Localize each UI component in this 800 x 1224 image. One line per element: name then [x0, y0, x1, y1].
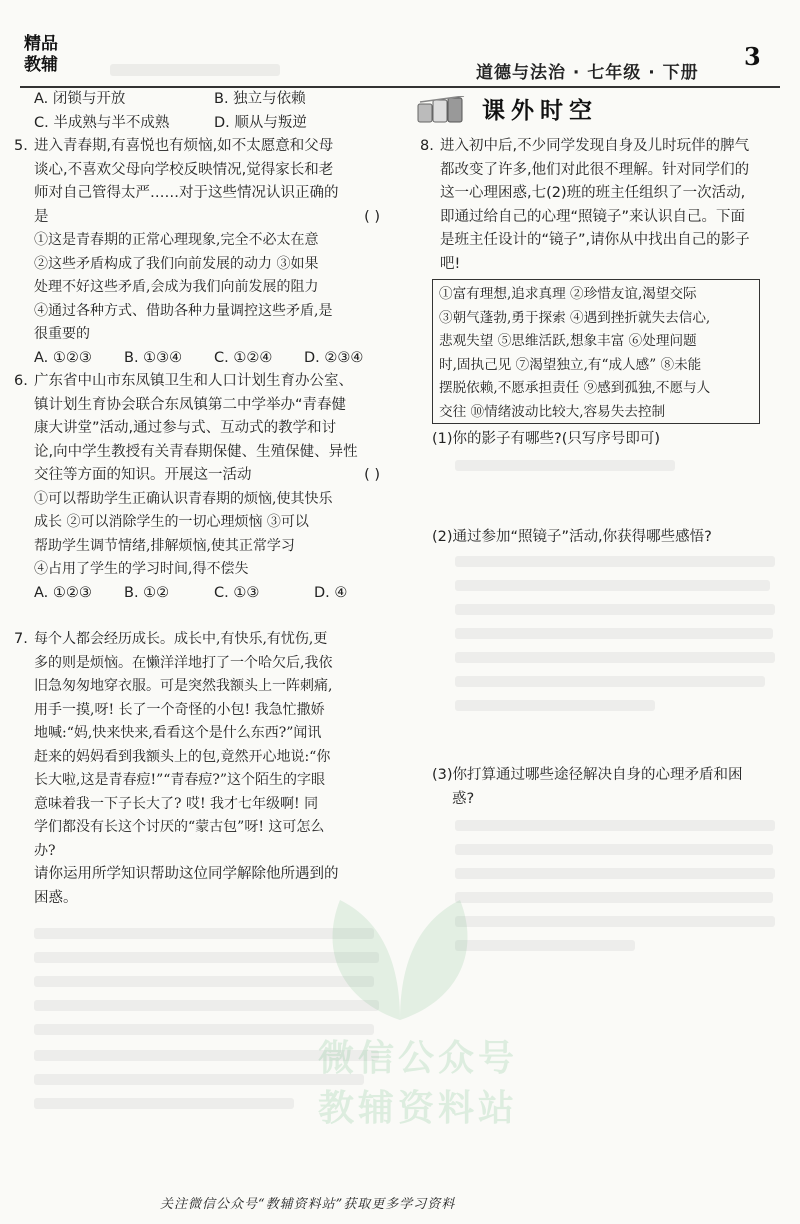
question-5 — [14, 135, 394, 370]
q5-statement-line: ①这是青春期的正常心理现象,完全不必太在意 — [34, 232, 319, 248]
q7-stem-line: 意味着我一下子长大了? 哎! 我才七年级啊! 同 — [34, 795, 319, 812]
brand-logo — [24, 34, 58, 76]
q5-stem-line: 谈心,不喜欢父母向学校反映情况,觉得家长和老 — [34, 161, 334, 178]
q8-number: 8. — [420, 138, 434, 154]
faint-answer-line — [455, 604, 775, 615]
q8-stem-line: 都改变了许多,他们对此很不理解。针对同学们的 — [440, 161, 750, 178]
q7-stem-line: 长大啦,这是青春痘!”“青春痘?”这个陌生的字眼 — [34, 772, 326, 788]
brand-line-1: 精品 — [24, 34, 58, 54]
q8-stem-line: 是班主任设计的“镜子”,请你从中找出自己的影子 — [440, 232, 750, 248]
faint-answer-line — [455, 820, 775, 831]
traits-box — [432, 279, 760, 424]
watermark-leaf-icon — [300, 890, 500, 1030]
q7-stem-line: 多的则是烦恼。在懒洋洋地打了一个哈欠后,我依 — [34, 654, 333, 671]
q6-option-c: C. ①③ — [214, 584, 260, 601]
book-title: 道德与法治 · 七年级 · 下册 — [476, 63, 699, 83]
question-8 — [420, 135, 790, 276]
q6-option-a: A. ①②③ — [34, 584, 92, 601]
faint-answer-line — [34, 1074, 364, 1085]
page-number: 3 — [744, 42, 761, 71]
q6-number: 6. — [14, 373, 28, 389]
q8-sub3-line: (3)你打算通过哪些途径解决自身的心理矛盾和困 — [432, 767, 743, 783]
q5-option-d: D. ②③④ — [304, 349, 364, 366]
q7-stem-line: 旧急匆匆地穿衣服。可是突然我额头上一阵刺痛, — [34, 678, 333, 694]
watermark-line-2: 教辅资料站 — [318, 1088, 519, 1129]
faint-answer-line — [455, 556, 775, 567]
q7-stem-line: 学们都没有长这个讨厌的“蒙古包”呀! 这可怎么 — [34, 819, 325, 835]
q7-stem-line: 每个人都会经历成长。成长中,有快乐,有忧伤,更 — [34, 631, 328, 647]
section-banner — [416, 92, 646, 126]
q6-stem-line: 交往等方面的知识。开展这一活动 — [34, 467, 252, 483]
faint-answer-line — [455, 868, 775, 879]
q6-stem-line: 论,向中学生教授有关青春期保健、生殖保健、异性 — [34, 443, 358, 460]
faint-answer-line — [455, 676, 765, 687]
q6-statement-line: 成长 ②可以消除学生的一切心理烦恼 ③可以 — [34, 514, 309, 530]
q4-option-a: A. 闭锁与开放 — [34, 91, 126, 107]
q6-statement-line: ①可以帮助学生正确认识青春期的烦恼,使其快乐 — [34, 490, 333, 507]
q7-task-line: 请你运用所学知识帮助这位同学解除他所遇到的 — [34, 866, 339, 882]
faint-answer-line — [455, 628, 773, 639]
q4-options — [14, 88, 394, 135]
brand-line-2: 教辅 — [24, 55, 58, 75]
faint-answer-line — [455, 460, 675, 471]
q4-option-c: C. 半成熟与半不成熟 — [34, 114, 170, 131]
q7-stem-line: 赶来的妈妈看到我额头上的包,竟然开心地说:“你 — [34, 748, 331, 765]
q6-stem-line: 康大讲堂”活动,通过参与式、互动式的教学和讨 — [34, 420, 337, 436]
faint-answer-line — [34, 1098, 294, 1109]
trait-line: 摆脱依赖,不愿承担责任 ⑨感到孤独,不愿与人 — [439, 380, 711, 396]
q7-stem-line: 地喊:“妈,快来快来,看看这个是什么东西?”闻讯 — [34, 725, 322, 741]
q6-statement-line: 帮助学生调节情绪,排解烦恼,使其正常学习 — [34, 537, 295, 554]
books-icon — [416, 96, 470, 124]
trait-line: ①富有理想,追求真理 ②珍惜友谊,渴望交际 — [439, 286, 697, 302]
q8-sub1: (1)你的影子有哪些?(只写序号即可) — [432, 431, 661, 447]
q6-answer-paren[interactable]: ( ) — [364, 467, 380, 483]
section-title: 课外时空 — [482, 98, 598, 124]
q7-number: 7. — [14, 631, 28, 647]
q5-stem-line: 师对自己管得太严……对于这些情况认识正确的 — [34, 185, 339, 201]
trait-line: 悲观失望 ⑤思维活跃,想象丰富 ⑥处理问题 — [439, 333, 697, 349]
q5-option-a: A. ①②③ — [34, 349, 92, 366]
q5-statement-line: 很重要的 — [34, 326, 90, 342]
q5-option-c: C. ①②④ — [214, 349, 273, 366]
question-6 — [14, 370, 394, 605]
q8-stem-line: 进入初中后,不少同学发现自身及儿时玩伴的脾气 — [440, 138, 750, 154]
q6-statement-line: ④占用了学生的学习时间,得不偿失 — [34, 561, 249, 577]
q6-stem-line: 镇计划生育协会联合东凤镇第二中学举办“青春健 — [34, 396, 347, 413]
q4-option-b: B. 独立与依赖 — [214, 91, 306, 107]
q8-stem-line: 这一心理困惑,七(2)班的班主任组织了一次活动, — [440, 185, 746, 201]
trait-line: ③朝气蓬勃,勇于探索 ④遇到挫折就失去信心, — [439, 309, 711, 326]
q6-option-d: D. ④ — [314, 584, 348, 601]
q8-stem-line: 吧! — [440, 255, 461, 272]
q5-statement-line: 处理不好这些矛盾,会成为我们向前发展的阻力 — [34, 279, 319, 295]
faint-answer-line — [455, 892, 773, 903]
q5-stem-line: 是 — [34, 208, 49, 225]
q5-statement-line: ④通过各种方式、借助各种力量调控这些矛盾,是 — [34, 302, 333, 319]
q5-statement-line: ②这些矛盾构成了我们向前发展的动力 ③如果 — [34, 255, 319, 272]
q5-number: 5. — [14, 138, 28, 154]
q5-option-b: B. ①③④ — [124, 349, 183, 366]
q8-sub3 — [432, 764, 782, 811]
q7-stem-line: 办? — [34, 842, 56, 859]
faint-answer-line — [455, 700, 655, 711]
watermark-line-1: 微信公众号 — [318, 1038, 519, 1079]
footer-note: 关注微信公众号“教辅资料站”获取更多学习资料 — [160, 1197, 456, 1212]
faint-answer-line — [455, 652, 775, 663]
q5-stem-line: 进入青春期,有喜悦也有烦恼,如不太愿意和父母 — [34, 138, 334, 154]
q6-stem-line: 广东省中山市东凤镇卫生和人口计划生育办公室、 — [34, 373, 353, 389]
q6-option-b: B. ①② — [124, 584, 170, 601]
faint-answer-line — [455, 916, 775, 927]
faint-header-text — [110, 64, 280, 76]
q4-option-d: D. 顺从与叛逆 — [214, 114, 307, 131]
q7-task-line: 困惑。 — [34, 889, 78, 906]
q8-sub2: (2)通过参加“照镜子”活动,你获得哪些感悟? — [432, 529, 712, 545]
question-7 — [14, 628, 394, 910]
q5-answer-paren[interactable]: ( ) — [364, 208, 380, 225]
q7-stem-line: 用手一摸,呀! 长了一个奇怪的小包! 我急忙撒娇 — [34, 701, 325, 718]
trait-line: 交往 ⑩情绪波动比较大,容易失去控制 — [439, 403, 666, 420]
faint-answer-line — [455, 844, 773, 855]
q8-sub3-line: 惑? — [452, 790, 475, 807]
q8-stem-line: 即通过给自己的心理“照镜子”来认识自己。下面 — [440, 208, 746, 225]
trait-line: 时,固执己见 ⑦渴望独立,有“成人感” ⑧未能 — [439, 356, 702, 373]
faint-answer-line — [455, 580, 770, 591]
